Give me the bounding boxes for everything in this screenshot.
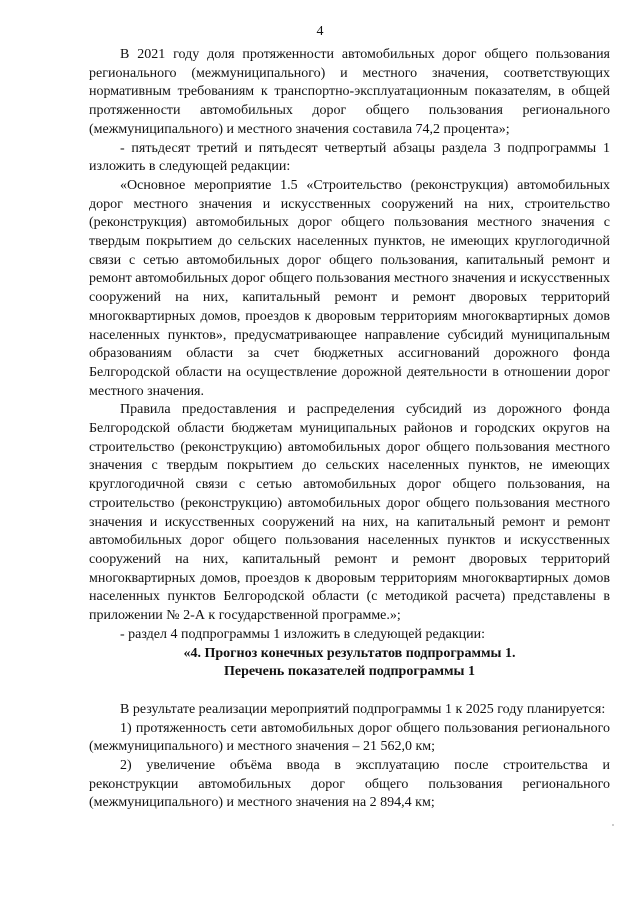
paragraph-planned-results: В результате реализации мероприятий подпрограммы 1 к 2025 году планируется: xyxy=(120,701,606,717)
section-heading-line-2: Перечень показателей подпрограммы 1 xyxy=(224,664,475,680)
paragraph-amendment-section-4: - раздел 4 подпрограммы 1 изложить в следующей редакции: xyxy=(120,626,486,642)
paragraph-amendment-section-3: - пятьдесят третий и пятьдесят четвертый абзацы раздела 3 подпрограммы 1 изложить в следующей редакции: xyxy=(89,140,610,175)
heading-spacer xyxy=(89,682,610,701)
section-heading-line-1: «4. Прогноз конечных результатов подпрограммы 1. xyxy=(183,645,516,661)
paragraph-subsidy-rules: Правила предоставления и распределения субсидий из дорожного фонда Белгородской области бюджетам муниципальных районов и городских округов на строительство (реконструкцию) автомобильных дорог общего пользования местного значения с твердым покрытием до сельских населенных пунктов, не имеющих круглогодичной связи с сетью автомобильных дорог общего пользования, на строительство (реконструкцию) автомобильных дорог общего пользования местного значения и искусственных сооружений на них, на капитальный ремонт и ремонт автомобильных дорог общего пользования населенных пунктов и искусственных сооружений на них, капитальный ремонт и ремонт дворовых территорий многоквартирных домов, проездов к дворовым территориям многоквартирных домов населенных пунктов Белгородской области (с методикой расчета) представлены в приложении № 2-А к государственной программе.»; xyxy=(89,402,610,624)
document-body xyxy=(89,46,610,813)
list-item-commissioning-increase: 2) увеличение объёма ввода в эксплуатацию после строительства и реконструкции автомобильных дорог общего пользования регионального (межмуниципального) и местного значения на 2 894,4 км; xyxy=(89,758,610,811)
paragraph-share-of-roads: В 2021 году доля протяженности автомобильных дорог общего пользования регионального (межмуниципального) и местного значения, соответствующих нормативным требованиям к транспортно-эксплуатационным показателям, в общей протяженности автомобильных дорог общего пользования регионального (межмуниципального) и местного значения составила 74,2 процента»; xyxy=(89,47,610,137)
paragraph-main-activity-1-5: «Основное мероприятие 1.5 «Строительство (реконструкция) автомобильных дорог местного значения и искусственных сооружений на них, строительство (реконструкция) автомобильных дорог общего пользования местного значения с твердым покрытием до сельских населенных пунктов, не имеющих круглогодичной связи с сетью автомобильных дорог общего пользования, капитальный ремонт и ремонт автомобильных дорог общего пользования местного значения и искусственных сооружений на них, капитальный ремонт и ремонт дворовых территорий многоквартирных домов, проездов к дворовым территориям многоквартирных домов населенных пунктов», предусматривающее направление субсидий муниципальным образованиям области за счет бюджетных ассигнований дорожного фонда Белгородской области на осуществление дорожной деятельности в отношении дорог местного значения. xyxy=(89,177,610,399)
page-number: 4 xyxy=(316,24,324,39)
list-item-road-network-length: 1) протяженность сети автомобильных дорог общего пользования регионального (межмуниципального) и местного значения – 21 562,0 км; xyxy=(89,720,610,755)
scan-speck xyxy=(612,824,614,826)
